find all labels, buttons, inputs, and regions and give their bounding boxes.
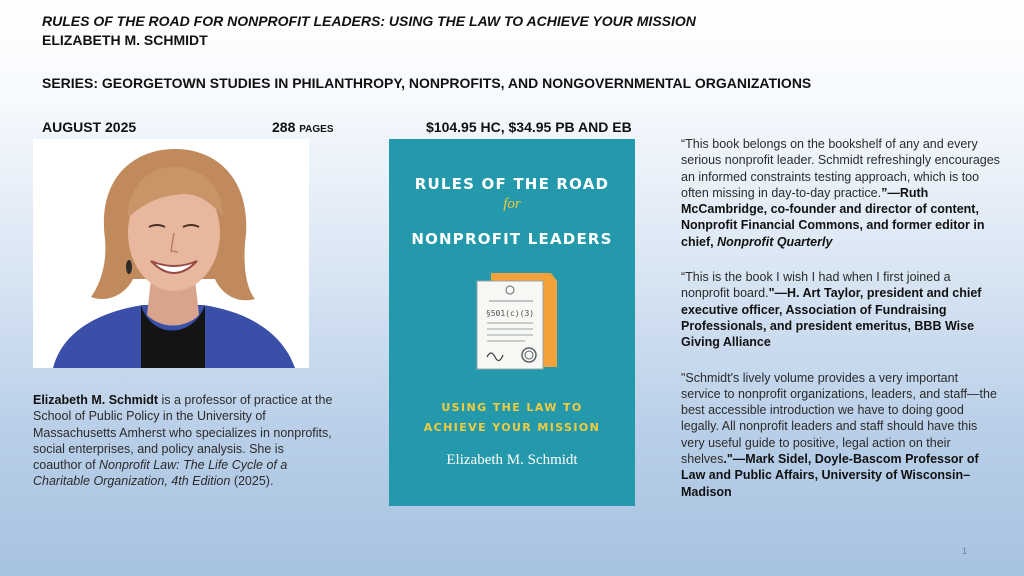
- book-author: ELIZABETH M. SCHMIDT: [42, 32, 208, 48]
- cover-doc-text: §501(c)(3): [485, 309, 535, 318]
- book-title: RULES OF THE ROAD FOR NONPROFIT LEADERS: USING THE LAW TO ACHIEVE YOUR MISSION: [42, 13, 696, 29]
- author-photo: [33, 139, 309, 368]
- bio-author-name: Elizabeth M. Schmidt: [33, 393, 159, 407]
- book-price: $104.95 HC, $34.95 PB AND EB: [426, 119, 632, 135]
- slide-page-number: 1: [962, 546, 968, 556]
- quote-text: “This is the book I wish I had when I first joined a nonprofit board.: [681, 270, 951, 301]
- author-portrait-illustration: [33, 139, 309, 368]
- endorsement-2: [681, 269, 1001, 350]
- quote-text: “This book belongs on the bookshelf of any and every serious nonprofit leader. Schmidt refreshingly encourages an informed constraints testing approach, which is too often missing in day-to-day practice.: [681, 137, 1000, 200]
- page-count-label: PAGES: [299, 124, 334, 135]
- cover-subtitle-line-2: ACHIEVE YOUR MISSION: [423, 421, 601, 434]
- publication-date: AUGUST 2025: [42, 119, 137, 135]
- cover-subtitle-line-1: USING THE LAW TO: [441, 401, 583, 414]
- quote-attribution: ."—Mark Sidel, Doyle-Bascom Professor of Law and Public Affairs, University of Wisconsin–Madison: [681, 452, 979, 499]
- endorsements: [681, 136, 1001, 519]
- quote-publication: Nonprofit Quarterly: [717, 234, 833, 249]
- bio-book-title: Nonprofit Law: The Life Cycle of a Charitable Organization, 4th Edition: [33, 458, 288, 489]
- endorsement-3: [681, 370, 1001, 500]
- page-count: [272, 119, 334, 135]
- endorsement-1: [681, 136, 1001, 250]
- cover-title-line-1: RULES OF THE ROAD: [414, 175, 610, 193]
- cover-title-line-3: NONPROFIT LEADERS: [411, 230, 613, 248]
- bio-text-1: is a professor of practice at the School of Public Policy in the University of Massachusetts Amherst who specializes in nonprofits, social enterprises, and policy analysis. She is coauthor of: [33, 393, 333, 473]
- author-bio: [33, 392, 333, 490]
- quote-attribution: "—H. Art Taylor, president and chief executive officer, Association of Fundraising Professionals, and president emeritus, BBB Wise Giving Alliance: [681, 286, 982, 350]
- cover-title-line-2: for: [503, 196, 521, 212]
- book-series: SERIES: GEORGETOWN STUDIES IN PHILANTHROPY, NONPROFITS, AND NONGOVERNMENTAL ORGANIZATIONS: [42, 75, 812, 91]
- book-cover: [389, 139, 635, 506]
- document-folder-icon: [471, 267, 563, 379]
- page-count-number: 288: [272, 119, 296, 135]
- cover-author: Elizabeth M. Schmidt: [446, 452, 578, 468]
- bio-text-2: (2025).: [230, 474, 274, 489]
- quote-attribution: ”—Ruth McCambridge, co-founder and director of content, Nonprofit Financial Commons, and former editor in chief,: [681, 185, 985, 249]
- quote-text: "Schmidt's lively volume provides a very important service to nonprofit organizations, leaders, and staff—the best accessible introduction we have to doing good legally. All nonprofit leaders and staff should have this very useful guide to positive, legal action on their shelves: [681, 370, 997, 467]
